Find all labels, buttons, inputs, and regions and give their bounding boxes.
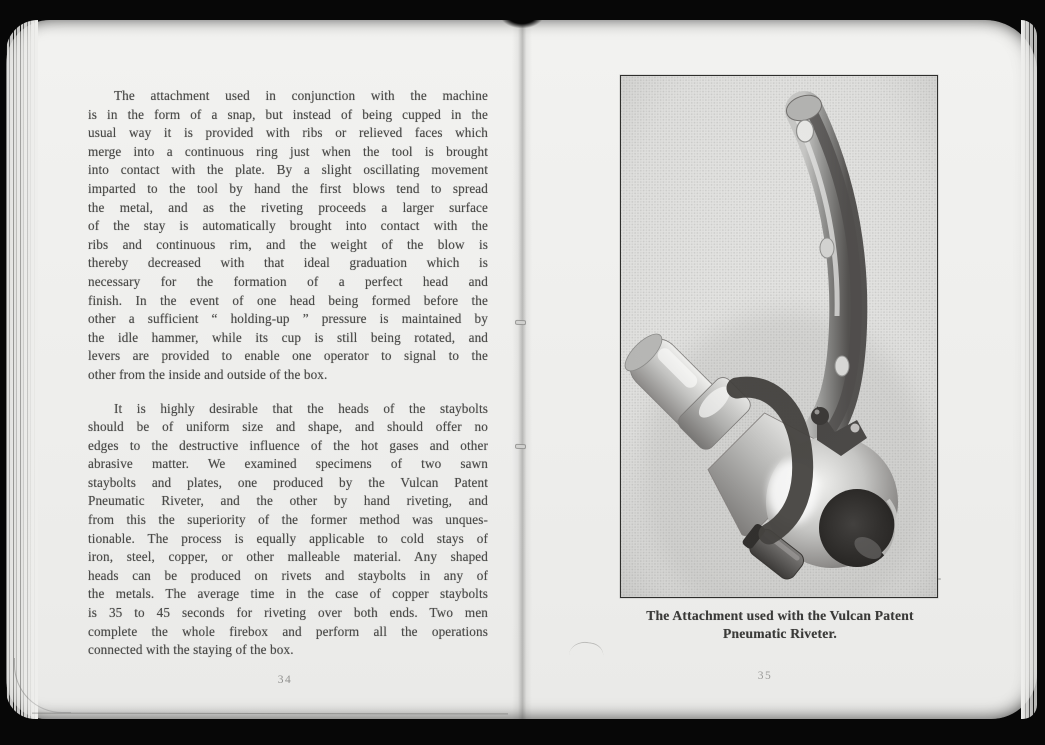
text-line: the metals. The average time in the case of copper staybolts bbox=[88, 586, 488, 602]
text-line: merge into a continuous ring just when the tool is brought bbox=[88, 143, 488, 159]
text-line: is in the form of a snap, but instead of being cupped in the bbox=[88, 106, 488, 122]
gutter-top-notch bbox=[496, 14, 548, 34]
text-line: finish. In the event of one head being formed before the bbox=[88, 292, 488, 308]
text-line: the idle hammer, while its cup is still being rotated, and bbox=[88, 329, 488, 345]
text-line: should be of uniform size and shape, and should offer no bbox=[88, 419, 488, 435]
left-page bbox=[6, 20, 520, 719]
text-line: is 35 to 45 seconds for riveting over both ends. Two men bbox=[88, 605, 488, 621]
text-line: It is highly desirable that the heads of the staybolts bbox=[114, 400, 488, 416]
text-line: abrasive matter. We examined specimens of two sawn bbox=[88, 456, 488, 472]
scan-scratch-mark bbox=[569, 639, 605, 659]
open-book bbox=[6, 20, 1037, 719]
photo-frame bbox=[620, 75, 938, 598]
text-line: The attachment used in conjunction with the machine bbox=[114, 88, 488, 103]
photo-vignette bbox=[621, 76, 937, 597]
text-line: from this the superiority of the former method was unques- bbox=[88, 512, 488, 528]
text-line: Pneumatic Riveter, and the other by hand riveting, and bbox=[88, 493, 488, 509]
text-line: iron, steel, copper, or other malleable material. Any shaped bbox=[88, 549, 488, 565]
page-number-right: 35 bbox=[757, 670, 773, 682]
text-line: tionable. The process is equally applicable to cold stays of bbox=[88, 530, 488, 546]
text-line: imparted to the tool by hand the first blows tend to spread bbox=[88, 180, 488, 196]
text-line: of the stay is automatically brought into contact with the bbox=[88, 218, 488, 234]
text-line: thereby decreased with that ideal graduation which is bbox=[88, 255, 488, 271]
text-line: edges to the destructive influence of the hot gases and other bbox=[88, 437, 488, 453]
text-line: heads can be produced on rivets and staybolts in any of bbox=[88, 567, 488, 583]
right-page bbox=[520, 20, 1037, 719]
text-line: into contact with the plate. By a slight oscillating movement bbox=[88, 162, 488, 178]
scan-speck bbox=[938, 578, 941, 580]
text-line: ribs and continuous rim, and the weight of the blow is bbox=[88, 236, 488, 252]
text-line: connected with the staying of the box. bbox=[88, 642, 294, 658]
text-line: complete the whole firebox and perform all the operations bbox=[88, 623, 488, 639]
paragraph-1 bbox=[88, 87, 488, 385]
photo-caption bbox=[590, 607, 970, 642]
text-line: other from the inside and outside of the box. bbox=[88, 366, 328, 382]
body-text bbox=[88, 87, 488, 660]
page-number-left: 34 bbox=[277, 674, 293, 686]
text-line: levers are provided to enable one operator to signal to the bbox=[88, 348, 488, 364]
caption-line-1: The Attachment used with the Vulcan Patent bbox=[646, 608, 914, 623]
text-line: the metal, and as the riveting proceeds a larger surface bbox=[88, 199, 488, 215]
text-line: necessary for the formation of a perfect head and bbox=[88, 273, 488, 289]
text-line: usual way it is provided with ribs or relieved faces which bbox=[88, 125, 488, 141]
riveter-attachment-photo bbox=[621, 76, 937, 597]
caption-line-2: Pneumatic Riveter. bbox=[722, 625, 838, 641]
text-line: other a sufficient “ holding-up ” pressure is maintained by bbox=[88, 311, 488, 327]
text-line: staybolts and plates, one produced by the Vulcan Patent bbox=[88, 474, 488, 490]
paragraph-2 bbox=[88, 400, 488, 660]
scan-speck bbox=[244, 130, 247, 132]
